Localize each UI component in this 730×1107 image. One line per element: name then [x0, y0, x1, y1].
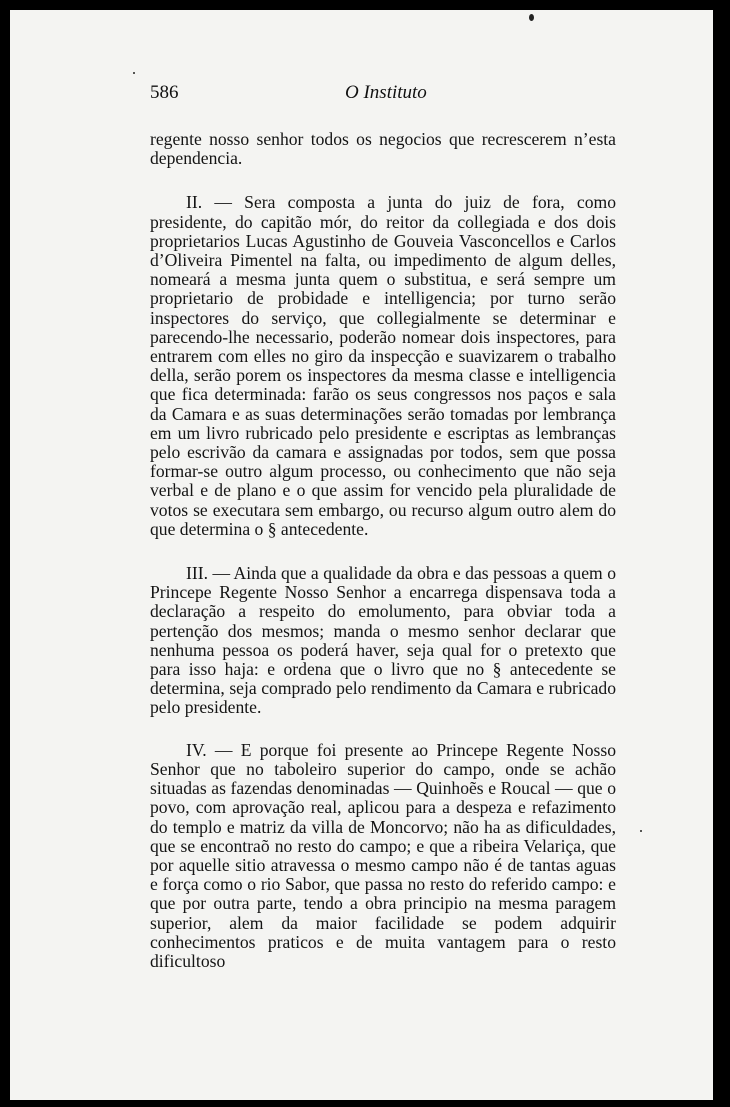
paragraph-section-iv: IV. — E porque foi presente ao Princepe Regente Nosso Senhor que no taboleiro superior do campo, onde se achão situadas as fazendas denominadas — Quinhoẽs e Roucal — que o povo, com aprovação real, aplicou para a despeza e refazimento do templo e matriz da villa de Moncorvo; não ha as dificuldades, que se encontraõ no resto do campo; e que a ribeira Velariça, que por aquelle sitio atravessa o mesmo campo não é de tantas aguas e força como o rio Sabor, que passa no resto do referido campo: e que por outra parte, tendo a obra principio na mesma paragem superior, alem da maior facilidade se podem adquirir conhecimentos praticos e de muita vantagem para o resto dificultoso [150, 739, 616, 971]
page-header [150, 82, 616, 108]
body-text [150, 130, 616, 971]
ink-speck [529, 14, 534, 21]
paragraph-section-iii: III. — Ainda que a qualidade da obra e das pessoas a quem o Princepe Regente Nosso Senhor a encarrega dispensava toda a declaração a respeito do emolumento, para obviar toda a pertenção dos mesmos; manda o mesmo senhor declarar que nenhuma pessoa os poderá haver, seja qual for o pretexto que para isso haja: e ordena que o livro que no § antecedente se determina, seja comprado pelo rendimento da Camara e rubricado pelo presidente. [150, 563, 616, 718]
ink-speck [640, 830, 642, 832]
page-number: 586 [150, 82, 179, 103]
ink-speck [133, 72, 135, 74]
paragraph-continuation: regente nosso senhor todos os negocios que recrescerem n’esta dependencia. [150, 129, 616, 169]
running-title: O Instituto [345, 82, 427, 103]
paragraph-section-ii: II. — Sera composta a junta do juiz de fora, como presidente, do capitão mór, do reitor da collegiada e dos dois proprietarios Lucas Agustinho de Gouveia Vasconcellos e Carlos d’Oliveira Pimentel na falta, ou impedimento de algum delles, nomeará a mesma junta quem o substitua, e será sempre um proprietario de probidade e intelligencia; por turno serão inspectores do serviço, que collegialmente se determinar e parecendo-lhe necessario, poderão nomear dois inspectores, para entrarem com elles no giro da inspecção e suavizarem o trabalho della, serão porem os inspectores da mesma classe e intelligencia que fica determinada: farão os seus congressos nos paços e sala da Camara e as suas determinações serão tomadas por lembrança em um livro rubricado pelo presidente e escriptas as lembranças pelo escrivão da camara e assignadas por todos, sem que possa formar-se outro algum processo, ou conhecimento que não seja verbal e de plano e o que assim for vencido pela pluralidade de votos se executara sem embargo, ou recurso algum outro alem do que determina o § antecedente. [150, 192, 616, 539]
